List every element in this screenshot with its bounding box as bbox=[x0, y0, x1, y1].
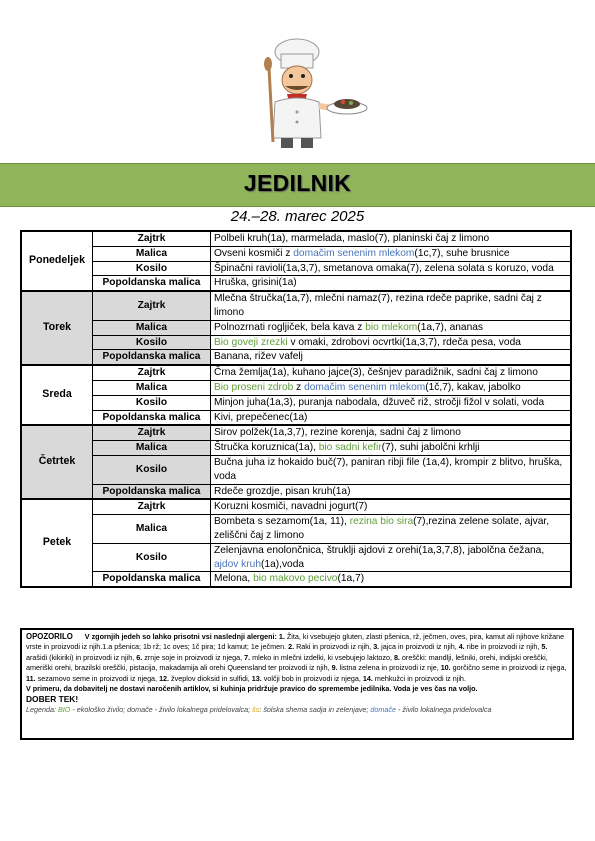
dish-text: (1a,7) bbox=[337, 573, 365, 585]
meal-type: Malica bbox=[93, 246, 211, 261]
table-row bbox=[21, 365, 571, 380]
dish-text: Štručka koruznica(1a), bbox=[214, 442, 319, 454]
date-range: 24.–28. marec 2025 bbox=[230, 208, 365, 225]
legend bbox=[26, 705, 568, 715]
local-item: domačim senenim mlekom bbox=[293, 247, 415, 259]
meal-type: Zajtrk bbox=[93, 499, 211, 514]
dish-text: (7),rezina zelene solate, ajvar, zeliščni čaj z limono bbox=[214, 516, 550, 541]
dish-text: Polnozrnati rogljiček, bela kava z bbox=[214, 321, 366, 333]
meal-type: Zajtrk bbox=[93, 231, 211, 246]
meal-type: Zajtrk bbox=[93, 365, 211, 380]
table-row bbox=[21, 261, 571, 276]
allergen-text-part: 12. bbox=[159, 673, 170, 683]
allergen-text-part: 4. bbox=[458, 642, 465, 652]
meal-dish bbox=[211, 291, 572, 320]
allergen-text-part: 3. bbox=[373, 642, 380, 652]
legend-domace: domače bbox=[370, 704, 396, 714]
greeting: DOBER TEK! bbox=[26, 694, 79, 705]
allergen-text-part: 5. bbox=[541, 642, 548, 652]
table-row bbox=[21, 335, 571, 350]
legend-bio-desc: - ekološko živilo; domače - živilo lokalnega pridelovalca; bbox=[70, 704, 253, 714]
day-name: Ponedeljek bbox=[21, 231, 93, 291]
meal-dish bbox=[211, 380, 572, 395]
day-sreda bbox=[21, 365, 571, 425]
meal-type: Malica bbox=[93, 320, 211, 335]
bio-item: bio mlekom bbox=[365, 321, 418, 333]
allergen-text-part: listna zelena in proizvodi iz nje, bbox=[337, 663, 441, 673]
meal-type: Kosilo bbox=[93, 335, 211, 350]
table-row bbox=[21, 410, 571, 425]
allergen-text-part: zrnje soje in proizvodi iz njega, bbox=[142, 652, 245, 662]
day-name: Četrtek bbox=[21, 425, 93, 499]
meal-dish bbox=[211, 350, 572, 365]
bio-item: Bio goveji zrezki bbox=[214, 336, 288, 348]
legend-label: Legenda: bbox=[26, 704, 56, 714]
meal-dish bbox=[211, 425, 572, 440]
day-petek bbox=[21, 499, 571, 587]
meal-type: Malica bbox=[93, 515, 211, 544]
table-row bbox=[21, 441, 571, 456]
table-row bbox=[21, 276, 571, 291]
meal-dish bbox=[211, 335, 572, 350]
allergen-text-part: 14. bbox=[362, 673, 373, 683]
dish-text: Črna žemlja(1a), kuhano jajce(3), češnjev paradižnik, sadni čaj z limono bbox=[214, 367, 538, 379]
meal-dish bbox=[211, 261, 572, 276]
table-row bbox=[21, 455, 571, 484]
meal-type: Popoldanska malica bbox=[93, 276, 211, 291]
dish-text: v omaki, zdrobovi ocvrtki(1a,3,7), rdeča pesa, voda bbox=[287, 336, 521, 348]
meal-dish bbox=[211, 320, 572, 335]
table-row bbox=[21, 499, 571, 514]
allergen-text-part: jajca in proizvodi iz njih, bbox=[379, 642, 459, 652]
allergen-text-part: 9. bbox=[331, 663, 338, 673]
dish-text: (1a,7), ananas bbox=[417, 321, 483, 333]
table-row bbox=[21, 231, 571, 246]
meal-type: Malica bbox=[93, 380, 211, 395]
notice-rights: V primeru, da dobavitelj ne dostavi naročenih artiklov, si kuhinja pridržuje pravico do spremembe jedilnika. Voda je ves čas na voljo. bbox=[26, 684, 478, 694]
meal-type: Popoldanska malica bbox=[93, 484, 211, 499]
meal-dish bbox=[211, 410, 572, 425]
dish-text: Kivi, prepečenec(1a) bbox=[214, 411, 308, 423]
meal-type: Kosilo bbox=[93, 455, 211, 484]
legend-domace-desc: - živilo lokalnega pridelovalca bbox=[396, 704, 492, 714]
allergen-text-part: 11. bbox=[26, 673, 36, 683]
meal-dish bbox=[211, 246, 572, 261]
dish-text: Minjon juha(1a,3), puranja nabodala, džuveč riž, stročji fižol v solati, voda bbox=[214, 396, 545, 408]
dish-text: Hruška, grisini(1a) bbox=[214, 277, 297, 289]
allergen-text-part: ribe in proizvodi iz njih, bbox=[464, 642, 542, 652]
allergen-text-part: 10. bbox=[440, 663, 451, 673]
local-item: ajdov kruh bbox=[214, 558, 262, 570]
day-torek bbox=[21, 291, 571, 365]
dish-text: Sirov polžek(1a,3,7), rezine korenja, sadni čaj z limono bbox=[214, 427, 461, 439]
legend-ss: šs bbox=[252, 704, 260, 714]
day-name: Petek bbox=[21, 499, 93, 587]
day-ponedeljek bbox=[21, 231, 571, 291]
meal-type: Kosilo bbox=[93, 395, 211, 410]
dish-text: Bučna juha iz hokaido buč(7), paniran ribji file (1a,4), krompir z blitvo, hruška, voda bbox=[214, 456, 563, 482]
legend-ss-desc: : šolska shema sadja in zelenjave; bbox=[259, 704, 371, 714]
allergen-text-part: Raki in proizvodi iz njih, bbox=[294, 642, 374, 652]
dish-text: (7), suhi jabolčni krhlji bbox=[381, 442, 480, 454]
allergen-notice bbox=[20, 628, 574, 740]
day-name: Sreda bbox=[21, 365, 93, 425]
meal-dish bbox=[211, 365, 572, 380]
dish-text: Ovseni kosmiči z bbox=[214, 247, 294, 259]
allergen-text-part: Žita, ki vsebujejo gluten, zlasti pšenica, rž, ječmen, oves, pira, kamut ali njihove križane vrste in proizvodi iz njih.1.a pšenica; 1b rž; 1c oves; 1č pira; 1d kamut; 1e ječmen. bbox=[26, 632, 565, 652]
allergen-text-part: arašidi (kikiriki) in proizvodi iz njih, bbox=[26, 652, 137, 662]
dish-text: Mlečna štručka(1a,7), mlečni namaz(7), rezina rdeče paprike, sadni čaj z limono bbox=[214, 293, 542, 318]
dish-text: Koruzni kosmiči, navadni jogurt(7) bbox=[214, 501, 368, 513]
dish-text: Zelenjavna enolončnica, štruklji ajdovi z orehi(1a,3,7,8), jabolčna čežana, bbox=[214, 544, 545, 556]
table-row bbox=[21, 246, 571, 261]
table-row bbox=[21, 572, 571, 587]
dish-text: (1č,7), kakav, jabolko bbox=[425, 381, 521, 393]
allergen-text-part: mleko in mlečni izdelki, ki vsebujejo laktozo, bbox=[250, 652, 394, 662]
bio-item: bio makovo pecivo bbox=[253, 573, 338, 585]
table-row bbox=[21, 484, 571, 499]
table-row bbox=[21, 380, 571, 395]
table-row bbox=[21, 543, 571, 572]
meal-type: Malica bbox=[93, 441, 211, 456]
allergen-text-part: volčji bob in proizvodi iz njega, bbox=[261, 673, 363, 683]
allergen-text-part: 2. bbox=[288, 642, 295, 652]
table-row bbox=[21, 291, 571, 320]
table-row bbox=[21, 515, 571, 544]
page-title: JEDILNIK bbox=[243, 170, 352, 196]
allergen-text-part: oreščki: mandlji, lešniki, orehi, indijski oreščki, ameriški orehi, brazilski oreščki, pistacija, makadamija ali orehi Queensland ter proizvodi iz njih, bbox=[26, 652, 548, 673]
allergen-text-part: 7. bbox=[244, 652, 251, 662]
table-row bbox=[21, 350, 571, 365]
meal-type: Popoldanska malica bbox=[93, 410, 211, 425]
meal-type: Popoldanska malica bbox=[93, 350, 211, 365]
meal-dish bbox=[211, 543, 572, 572]
meal-dish bbox=[211, 515, 572, 544]
meal-type: Zajtrk bbox=[93, 291, 211, 320]
meal-type: Kosilo bbox=[93, 261, 211, 276]
dish-text: Banana, rižev vafelj bbox=[214, 351, 303, 363]
allergen-text-part: mehkužci in proizvodi iz njih. bbox=[372, 673, 466, 683]
dish-text: Bombeta s sezamom(1a, 11), bbox=[214, 516, 350, 528]
meal-dish bbox=[211, 441, 572, 456]
meal-type: Zajtrk bbox=[93, 425, 211, 440]
allergen-text bbox=[26, 632, 568, 684]
allergen-text-part: sezamovo seme in proizvodi iz njega, bbox=[35, 673, 160, 683]
meal-dish bbox=[211, 276, 572, 291]
table-row bbox=[21, 395, 571, 410]
dish-text: Rdeče grozdje, pisan kruh(1a) bbox=[214, 485, 351, 497]
legend-bio: BIO bbox=[57, 704, 71, 714]
bio-item: bio sadni kefir bbox=[318, 442, 382, 454]
dish-text: Polbeli kruh(1a), marmelada, maslo(7), planinski čaj z limono bbox=[214, 233, 490, 244]
dish-text: (1c,7), suhe brusnice bbox=[414, 247, 510, 259]
bio-item: rezina bio sira bbox=[349, 516, 414, 528]
day-cetrtek bbox=[21, 425, 571, 499]
meal-type: Kosilo bbox=[93, 543, 211, 572]
allergen-text-part: žveplov dioksid in sulfidi, bbox=[169, 673, 252, 683]
table-row bbox=[21, 320, 571, 335]
notice-heading: OPOZORILO bbox=[26, 632, 73, 641]
meal-dish bbox=[211, 572, 572, 587]
local-item: domačim senenim mlekom bbox=[304, 381, 426, 393]
meal-dish bbox=[211, 484, 572, 499]
allergen-text-part: V zgornjih jedeh so lahko prisotni vsi naslednji alergeni: 1. bbox=[84, 632, 285, 641]
meal-dish bbox=[211, 499, 572, 514]
dish-text: z bbox=[293, 381, 305, 393]
meal-type: Popoldanska malica bbox=[93, 572, 211, 587]
dish-text: Melona, bbox=[214, 573, 254, 585]
menu-table bbox=[20, 230, 572, 588]
table-row bbox=[21, 425, 571, 440]
chef-illustration bbox=[235, 38, 370, 150]
allergen-text-part: gorčično seme in proizvodi iz njega, bbox=[450, 663, 567, 673]
day-name: Torek bbox=[21, 291, 93, 365]
dish-text: Špinačni ravioli(1a,3,7), smetanova omaka(7), zelena solata s koruzo, voda bbox=[214, 262, 554, 274]
meal-dish bbox=[211, 455, 572, 484]
meal-dish bbox=[211, 231, 572, 246]
meal-dish bbox=[211, 395, 572, 410]
dish-text: (1a),voda bbox=[261, 558, 305, 570]
bio-item: Bio proseni zdrob bbox=[214, 381, 294, 393]
allergen-text-part: 8. bbox=[393, 652, 400, 662]
allergen-text-part: 13. bbox=[251, 673, 262, 683]
allergen-text-part: 6. bbox=[136, 652, 143, 662]
